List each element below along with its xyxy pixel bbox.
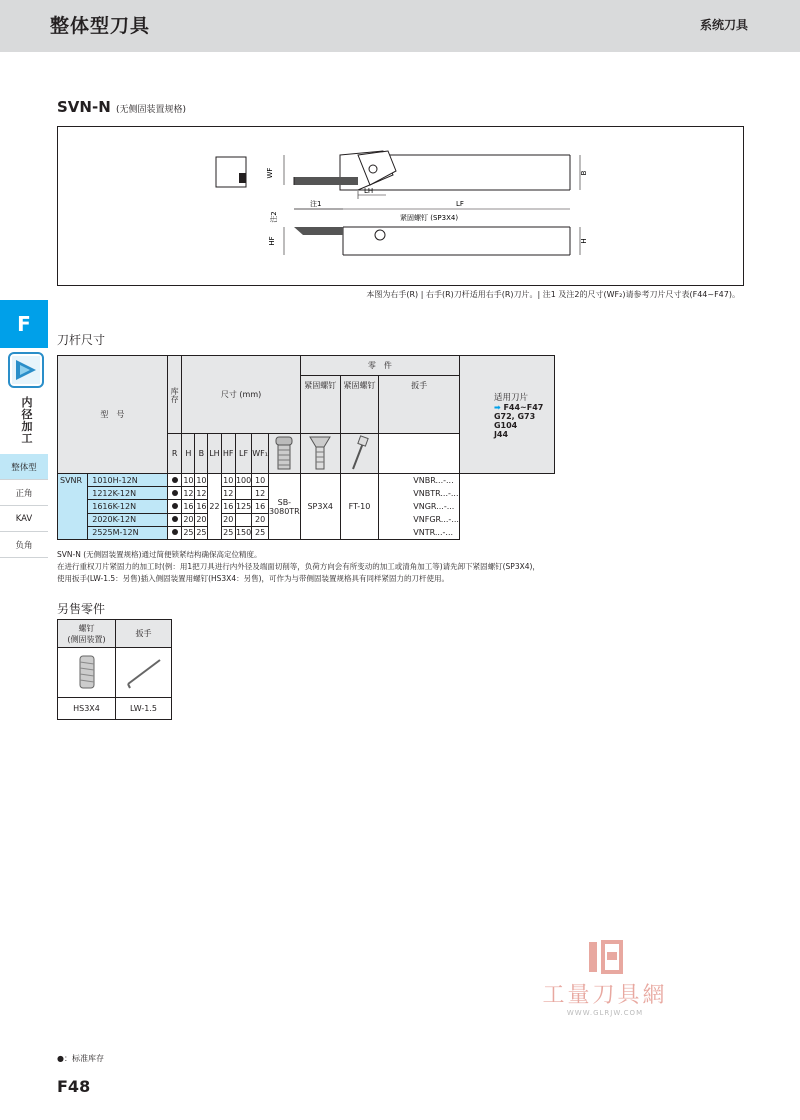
page-title: 整体型刀具 (50, 15, 151, 37)
stock-header: 库存 (167, 356, 182, 434)
dim-h-label: H (580, 238, 588, 244)
dim-col-r: R (167, 434, 182, 474)
dim-lh-label: LH (364, 187, 374, 195)
watermark-url: WWW.GLRJW.COM (566, 1009, 644, 1017)
insert-ref[interactable]: ➡ F44~F47 (493, 402, 544, 412)
cell-lf: 150 (235, 526, 251, 539)
product-subtitle: (无侧固装置规格) (115, 105, 187, 115)
cell-wf: 10 (252, 474, 269, 487)
cell-hf: 20 (221, 513, 235, 526)
insert-group: J44 (493, 429, 509, 439)
table-row-model: 1616K-12N (88, 500, 168, 513)
cell-h: 25 (182, 526, 195, 539)
insert-header (459, 356, 554, 474)
acc-col-wrench-header: 扳手 (116, 620, 172, 648)
acc-col-screw-header: 螺钉 (侧固装置) (58, 620, 116, 648)
screw2-image (300, 434, 340, 474)
acc-wrench-image (116, 648, 172, 698)
side-item-negative[interactable] (0, 532, 48, 558)
dims-header: 尺寸 (mm) (182, 356, 300, 434)
cell-lf: 125 (235, 500, 251, 513)
notes-block (57, 549, 617, 585)
side-item-label: 整体型 (11, 462, 37, 473)
part-screw1-value: SB-3080TR (268, 474, 300, 540)
watermark-logo-icon (585, 940, 625, 974)
side-item-label: 负角 (15, 540, 33, 551)
stock-dot (167, 474, 182, 487)
cell-h: 10 (182, 474, 195, 487)
insert-item: VNGR...-... (413, 502, 455, 511)
cell-b: 16 (195, 500, 208, 513)
cell-lf (235, 487, 251, 500)
table-row-model: 1010H-12N (88, 474, 168, 487)
cell-wf: 25 (252, 526, 269, 539)
technical-drawing (57, 126, 744, 286)
part-col-wrench: 扳手 (379, 376, 460, 434)
cell-wf: 20 (252, 513, 269, 526)
acc-wrench-value: LW-1.5 (116, 698, 172, 720)
cell-h: 12 (182, 487, 195, 500)
product-code: SVN-N (57, 98, 111, 116)
cell-b: 20 (195, 513, 208, 526)
note-line: 使用扳手(LW-1.5：另售)插入侧固装置用螺钉(HS3X4：另售)，可作为与带侧固装置规格具有同样紧固力的刀杆使用。 (57, 574, 450, 583)
cell-b: 12 (195, 487, 208, 500)
wrench-image (340, 434, 379, 474)
arrow-right-icon: ➡ (493, 402, 501, 412)
section-label: 系统刀具 (699, 18, 748, 32)
stock-legend: ●：标准库存 (57, 1054, 104, 1063)
watermark-text: 工量刀具網 (542, 983, 668, 1008)
cell-lf (235, 513, 251, 526)
dim-col-b: B (195, 434, 208, 474)
cell-hf: 10 (221, 474, 235, 487)
cell-h: 20 (182, 513, 195, 526)
note2-label: 注2 (270, 211, 278, 223)
note1-label: 注1 (310, 200, 322, 208)
side-item-label: KAV (15, 513, 33, 524)
insert-group: G104 (493, 420, 518, 430)
chapter-tab-f[interactable]: F (0, 300, 48, 348)
side-item-solid[interactable] (0, 454, 48, 480)
stock-dot (167, 513, 182, 526)
insert-item: VNBTR...-... (413, 489, 459, 498)
cell-hf: 16 (221, 500, 235, 513)
acc-screw-image (58, 648, 116, 698)
page-number: F48 (57, 1077, 91, 1096)
acc-screw-value: HS3X4 (58, 698, 116, 720)
insert-list (379, 474, 460, 540)
note-line: 在进行重权刀片紧固力的加工时(例：用1把刀具进行内外径及端面切削等，负荷方向会有所变动的加工或清角加工等)请先卸下紧固螺钉(SP3X4)， (57, 562, 540, 571)
accessories-table (57, 619, 172, 720)
cell-h: 16 (182, 500, 195, 513)
insert-item: VNBR...-... (413, 476, 454, 485)
side-item-kav[interactable] (0, 506, 48, 532)
drawing-note: 本图为右手(R) | 右手(R)刀杆适用右手(R)刀片。| 注1 及注2的尺寸(WF₂)请参考刀片尺寸表(F44~F47)。 (366, 290, 740, 299)
side-item-label: 正角 (15, 488, 33, 499)
cell-b: 25 (195, 526, 208, 539)
parts-header: 零 件 (300, 356, 459, 376)
side-category-label: 内径加工 (21, 396, 33, 445)
table-row-model: 2020K-12N (88, 513, 168, 526)
note-line: SVN-N (无侧固装置规格)通过简便锁紧结构确保高定位精度。 (57, 550, 262, 559)
part-col-screw2: 紧固螺钉 (340, 376, 379, 434)
cell-lf: 100 (235, 474, 251, 487)
cell-lh: 22 (208, 474, 221, 540)
spec-table (57, 355, 555, 540)
dim-wf-label: WF (266, 167, 274, 179)
cell-hf: 12 (221, 487, 235, 500)
table-row-model: 2525M-12N (88, 526, 168, 539)
dim-col-lf: LF (235, 434, 251, 474)
stock-dot (167, 500, 182, 513)
part-col-screw1: 紧固螺钉 (300, 376, 340, 434)
stock-dot (167, 487, 182, 500)
dim-col-hf: HF (221, 434, 235, 474)
screw1-image (268, 434, 300, 474)
dim-lf-label: LF (456, 200, 464, 208)
series-cell: SVNR (58, 474, 88, 540)
dim-b-label: B (580, 170, 588, 176)
dim-col-h: H (182, 434, 195, 474)
boring-tool-icon (8, 352, 44, 388)
insert-group: G72, G73 (493, 411, 536, 421)
product-title (57, 98, 186, 116)
insert-item: VNTR...-... (413, 528, 454, 537)
insert-header-label: 适用刀片 (493, 392, 528, 403)
watermark (530, 940, 680, 1017)
cell-b: 10 (195, 474, 208, 487)
part-wrench-value: FT-10 (340, 474, 379, 540)
stock-dot (167, 526, 182, 539)
dim-hf-label: HF (268, 236, 276, 246)
side-item-positive[interactable] (0, 480, 48, 506)
part-screw2-value: SP3X4 (300, 474, 340, 540)
cell-wf: 12 (252, 487, 269, 500)
dim-col-lh: LH (208, 434, 221, 474)
dim-col-wf: WF₁ (252, 434, 269, 474)
screw-label: 紧固螺钉 (SP3X4) (400, 214, 459, 222)
model-header: 型 号 (58, 356, 168, 474)
spec-section-title: 刀杆尺寸 (57, 333, 106, 347)
table-row-model: 1212K-12N (88, 487, 168, 500)
accessories-title: 另售零件 (57, 602, 106, 616)
cell-hf: 25 (221, 526, 235, 539)
cell-wf: 16 (252, 500, 269, 513)
insert-item: VNFGR...-... (413, 515, 459, 524)
